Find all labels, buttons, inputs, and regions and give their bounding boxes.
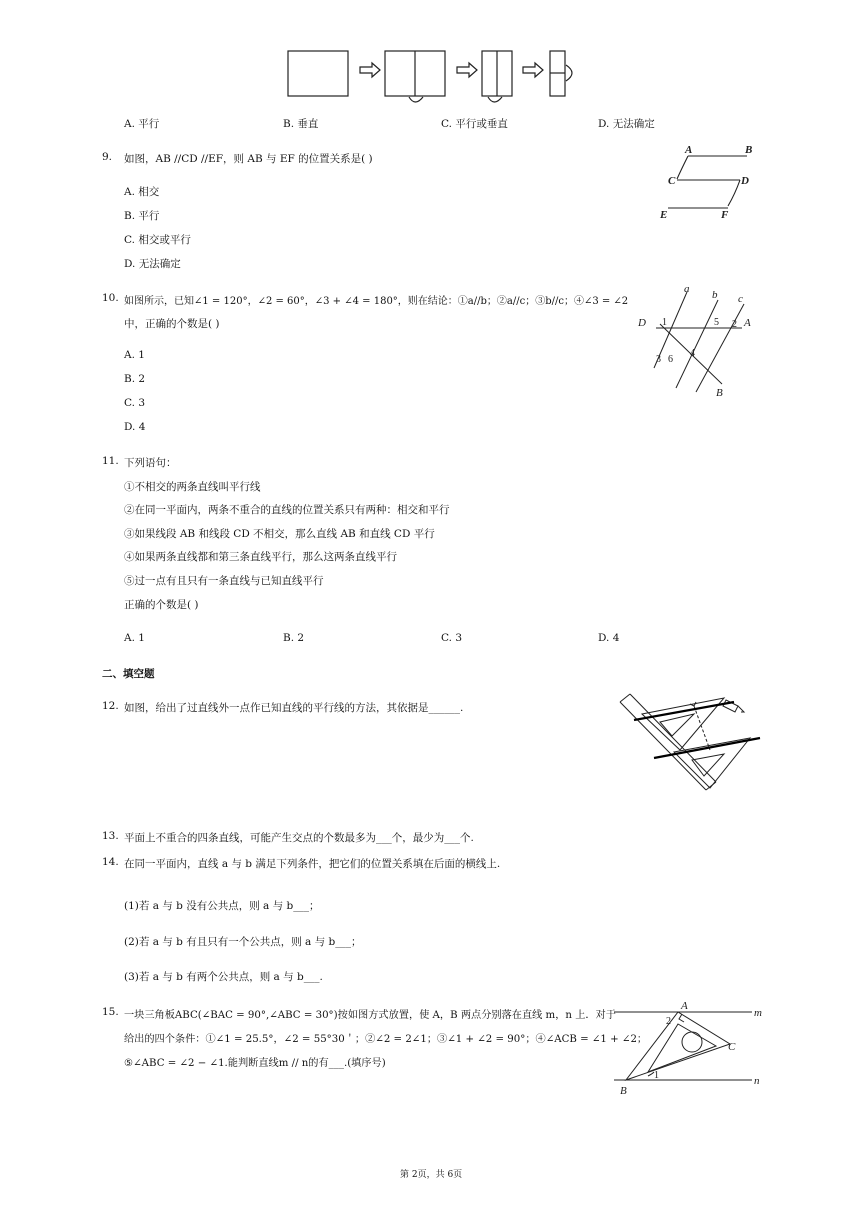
q11-option-c: C. 3 [441,632,463,644]
q15-number: 15. [102,1006,119,1018]
q9-label-d: D [741,175,749,187]
q15-label-m: m [754,1007,762,1019]
q11-statement-3: ③如果线段 AB 和线段 CD 不相交，那么直线 AB 和直线 CD 平行 [124,528,435,540]
q15-line3: ⑤∠ABC = ∠2 − ∠1.能判断直线m // n的有___.(填序号) [124,1058,386,1069]
q15-label-a: A [681,1000,688,1012]
q11-number: 11. [102,455,119,467]
q15-figure [612,998,767,1098]
q9-number: 9. [102,151,113,163]
q14-item-2: (2)若 a 与 b 有且只有一个公共点，则 a 与 b___； [124,936,362,948]
q14-stem: 在同一平面内，直线 a 与 b 满足下列条件，把它们的位置关系填在后面的横线上. [124,858,501,870]
q11-statement-1: ①不相交的两条直线叫平行线 [124,481,261,493]
q13-number: 13. [102,830,119,842]
q10-option-c: C. 3 [124,397,146,409]
q12-figure [614,688,764,798]
q10-figure [632,280,762,400]
q15-angle-1: 1 [654,1070,659,1081]
q9-figure [655,142,765,224]
q8-option-a: A. 平行 [124,118,160,130]
q11-statement-2: ②在同一平面内，两条不重合的直线的位置关系只有两种：相交和平行 [124,504,450,516]
q10-stem-line2: 中，正确的个数是( ) [124,318,220,330]
q10-option-b: B. 2 [124,373,146,385]
q10-angle-1: 1 [662,317,667,328]
q10-angle-4: 4 [690,348,695,359]
q12-stem: 如图，给出了过直线外一点作已知直线的平行线的方法，其依据是______. [124,702,464,714]
q15-label-n: n [754,1075,760,1087]
q14-item-1: (1)若 a 与 b 没有公共点，则 a 与 b___； [124,900,320,912]
q9-option-d: D. 无法确定 [124,258,181,270]
q10-number: 10. [102,292,119,304]
q10-angle-3: 3 [656,354,661,365]
q10-angle-2: 2 [732,319,737,330]
q11-option-a: A. 1 [124,632,145,644]
q11-option-d: D. 4 [598,632,620,644]
q10-label-c-line: c [738,293,743,305]
q13-stem: 平面上不重合的四条直线，可能产生交点的个数最多为___个，最少为___个. [124,832,474,844]
q11-stem: 下列语句： [124,457,177,469]
page-footer: 第 2页，共 6页 [400,1170,463,1180]
q11-statement-4: ④如果两条直线都和第三条直线平行，那么这两条直线平行 [124,551,397,563]
q9-label-b: B [745,144,753,156]
q10-label-b-line: b [712,289,718,301]
q11-statement-5: ⑤过一点有且只有一条直线与已知直线平行 [124,575,324,587]
q15-line1: 一块三角板ABC(∠BAC = 90°,∠ABC = 30°)按如图方式放置，使 A，B 两点分别落在直线 m，n 上．对于 [124,1010,616,1021]
q9-option-c: C. 相交或平行 [124,234,191,246]
q15-label-b: B [620,1085,627,1097]
q15-angle-2: 2 [666,1016,671,1027]
q10-option-d: D. 4 [124,421,146,433]
section-title: 二、填空题 [102,668,155,680]
q10-label-d-point: D [638,317,646,329]
q10-stem-line1: 如图所示，已知∠1 = 120°，∠2 = 60°，∠3 + ∠4 = 180°，则在结论：①a//b；②a//c；③b//c；④∠3 = ∠2 [124,296,629,307]
q8-option-c: C. 平行或垂直 [441,118,508,130]
q10-angle-5: 5 [714,317,719,328]
q14-item-3: (3)若 a 与 b 有两个公共点，则 a 与 b___. [124,971,323,983]
q15-label-c: C [728,1041,736,1053]
q9-label-c: C [668,175,676,187]
q9-stem: 如图，AB //CD //EF，则 AB 与 EF 的位置关系是( ) [124,153,373,165]
q9-option-a: A. 相交 [124,186,160,198]
q9-label-a: A [685,144,693,156]
q11-question: 正确的个数是( ) [124,599,199,611]
q9-label-f: F [721,209,729,221]
q12-number: 12. [102,700,119,712]
q9-option-b: B. 平行 [124,210,160,222]
q10-label-a-point: A [744,317,751,329]
q10-angle-6: 6 [668,354,673,365]
q15-line2: 给出的四个条件：①∠1 = 25.5°，∠2 = 55°30＇；②∠2 = 2∠1；③∠1 + ∠2 = 90°；④∠ACB = ∠1 + ∠2； [124,1034,648,1045]
q14-number: 14. [102,856,119,868]
q10-option-a: A. 1 [124,349,145,361]
q10-label-a-line: a [684,283,690,295]
q9-label-e: E [660,209,668,221]
q10-label-b-point: B [716,387,723,399]
paper-folding-figure [280,45,590,105]
q11-option-b: B. 2 [283,632,305,644]
q8-option-b: B. 垂直 [283,118,319,130]
q8-option-d: D. 无法确定 [598,118,655,130]
